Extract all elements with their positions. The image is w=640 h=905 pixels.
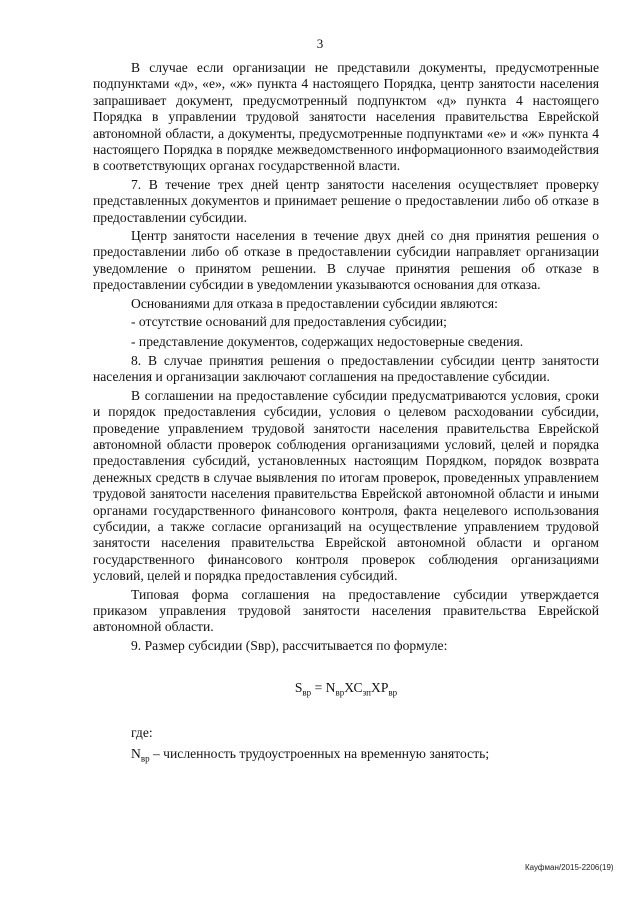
paragraph-agreement-terms: В соглашении на предоставление субсидии предусматриваются условия, сроки и порядок предоставления субсидии, условия о целевом расходовании субсидии, проведение управлением трудовой занятости населения правительства Еврейской автономной области проверок соблюдения организациями условий, целей и порядка предоставления субсидий, установленных настоящим Порядком, порядок возврата денежных средств в случае выявления по итогам проверок, проведенных управлением трудовой занятости населения правительства Еврейской автономной области и иными органами государственного финансового контроля, факта нецелевого использования субсидии, а также согласие организаций на осуществление управлением трудовой занятости населения правительства Еврейской автономной области и органом государственного финансового контроля проверок соблюдения организациями условий, целей и порядка предоставления субсидий. — [93, 387, 599, 584]
paragraph-item-8: 8. В случае принятия решения о предоставлении субсидии центр занятости населения и организации заключают соглашения на предоставление субсидии. — [93, 352, 599, 385]
paragraph-notification: Центр занятости населения в течение двух дней со дня принятия решения о предоставлении либо об отказе в предоставлении субсидии направляет организации уведомление о принятом решении. В случае принятия решения об отказе в предоставлении субсидии в уведомлении указываются основания для отказа. — [93, 228, 599, 293]
paragraph-item-9: 9. Размер субсидии (Sвр), рассчитывается по формуле: — [131, 637, 448, 653]
page-number: 3 — [316, 36, 324, 51]
list-item-no-grounds: - отсутствие оснований для предоставления субсидии; — [131, 314, 447, 330]
footer-document-code: Кауфман/2015-2206(19) — [525, 863, 614, 872]
list-item-false-documents: - представление документов, содержащих недостоверные сведения. — [131, 333, 524, 349]
paragraph-standard-form: Типовая форма соглашения на предоставление субсидии утверждается приказом управления трудовой занятости населения правительства Еврейской автономной области. — [93, 586, 599, 635]
paragraph-request-documents: В случае если организации не представили документы, предусмотренные подпунктами «д», «е», «ж» пункта 4 настоящего Порядка, центр занятости населения запрашивает документ, предусмотренный подпунктом «д» пункта 4 настоящего Порядка в управлении трудовой занятости населения правительства Еврейской автономной области, а документы, предусмотренные подпунктами «е» и «ж» пункта 4 настоящего Порядка в порядке межведомственного информационного взаимодействия в соответствующих органах государственной власти. — [93, 60, 599, 174]
paragraph-refusal-grounds: Основаниями для отказа в предоставлении субсидии являются: — [131, 295, 498, 311]
subsidy-formula: $S_{вр} = N_{вр}ХС_{зп}ХР_{вр}$ — [294, 680, 398, 698]
where-label: где: — [131, 725, 153, 741]
document-body — [93, 60, 599, 767]
definition-nvr: $N_{вр}$ – численность трудоустроенных на временную занятость; — [131, 745, 490, 764]
paragraph-item-7: 7. В течение трех дней центр занятости населения осуществляет проверку представленных документов и принимает решение о предоставлении либо об отказе в предоставлении субсидии. — [93, 176, 599, 225]
